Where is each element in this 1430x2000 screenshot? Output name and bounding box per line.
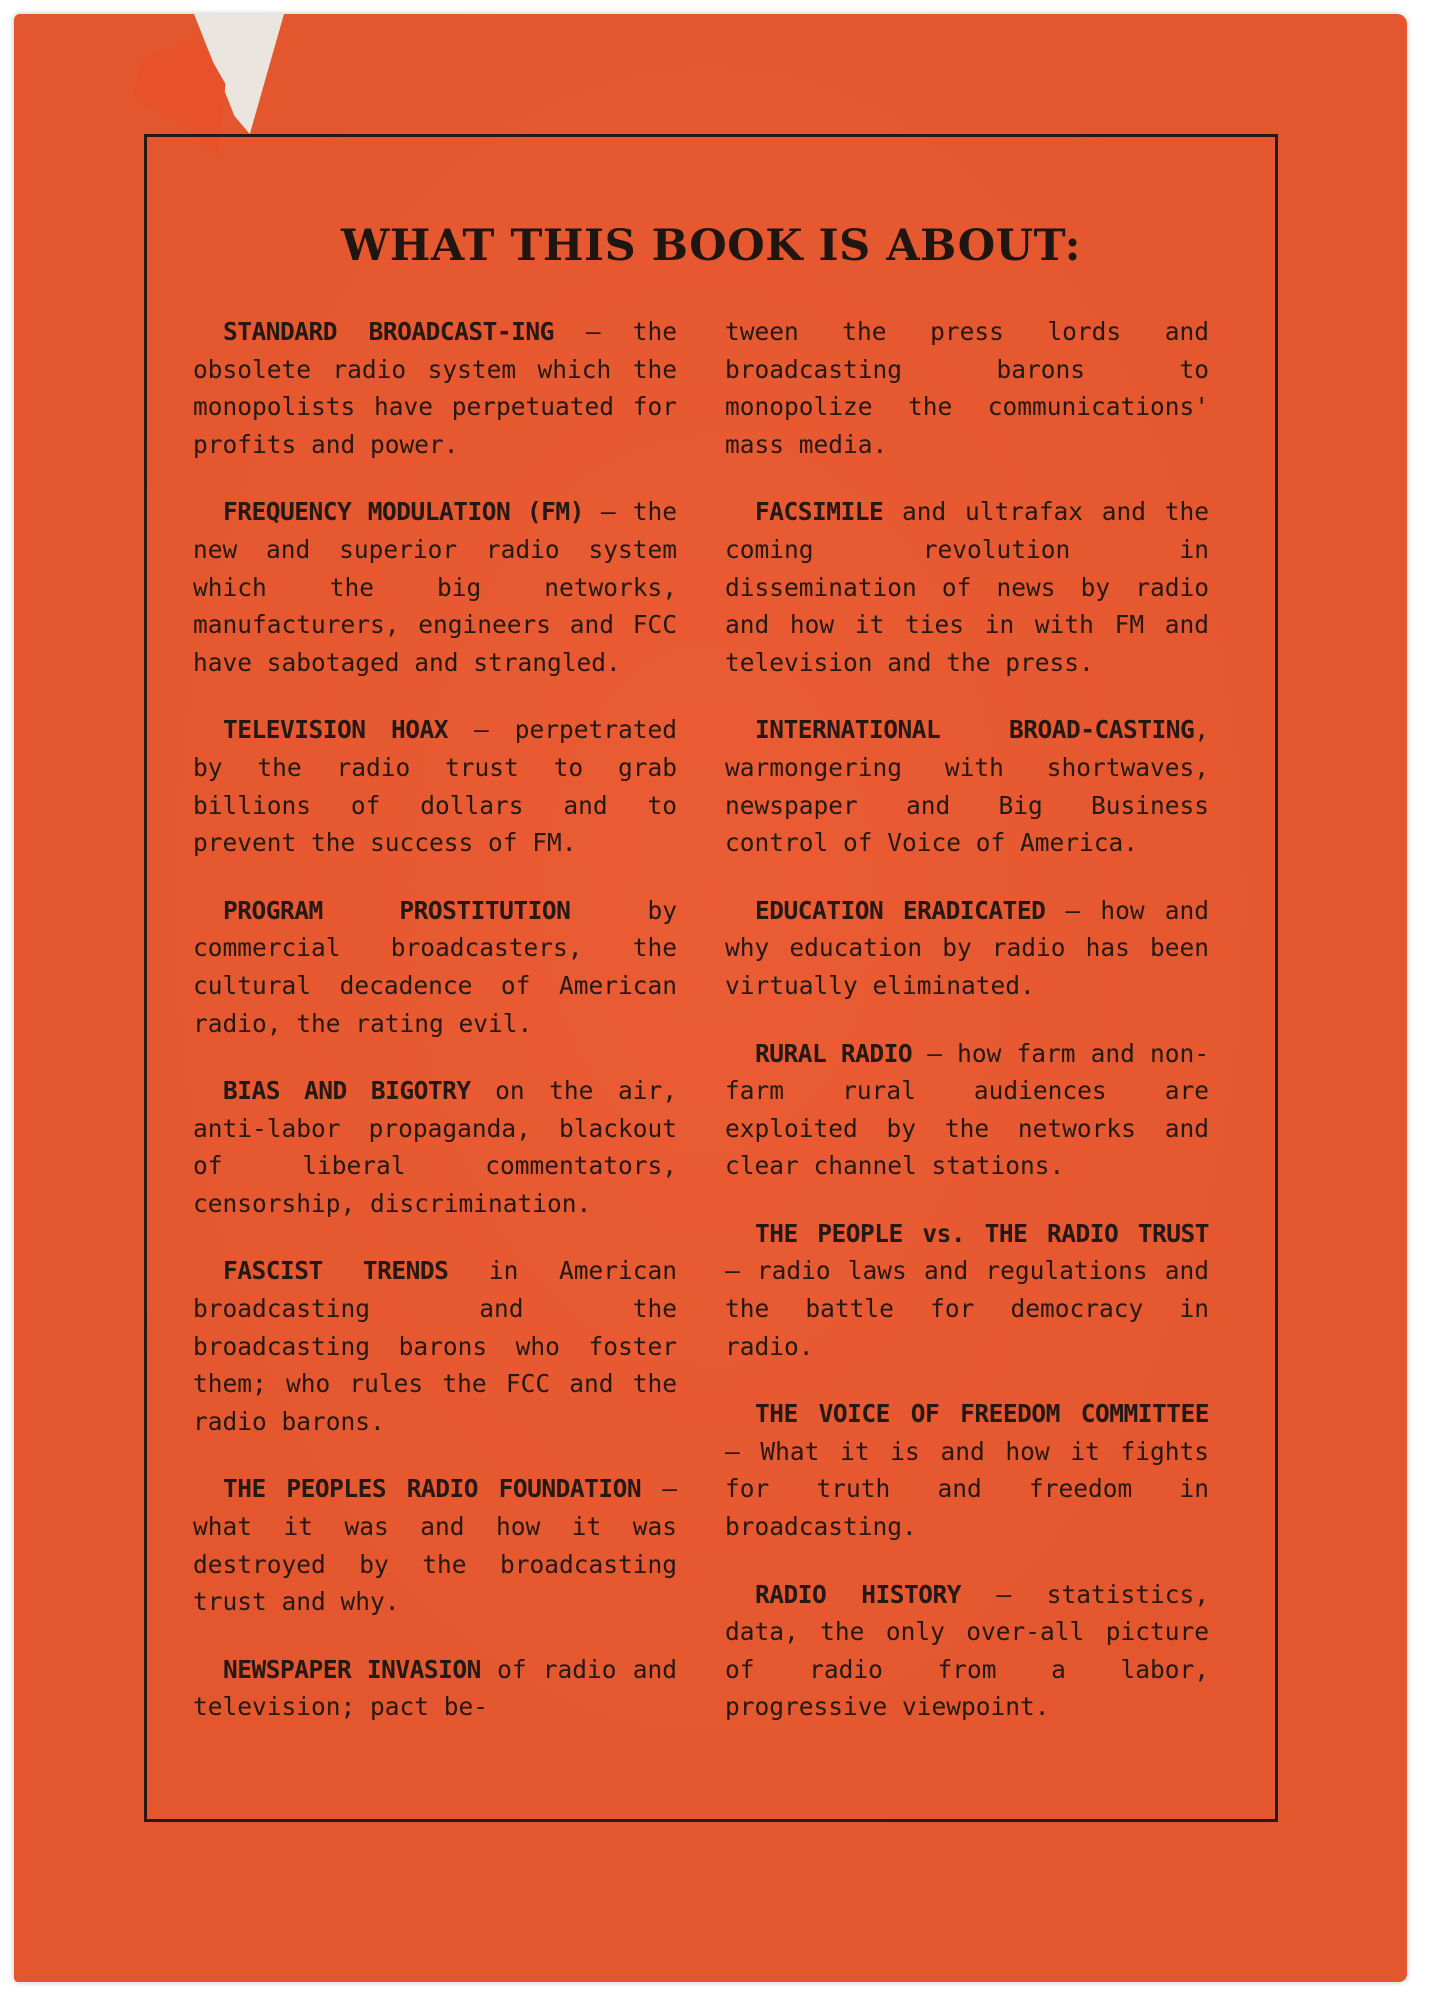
- topic-description: — how and why education by radio has been virtually eliminated.: [725, 895, 1209, 1000]
- right-column: [725, 313, 1209, 1756]
- topic-heading: THE VOICE OF FREEDOM COMMITTEE: [755, 1399, 1209, 1429]
- topic-entry: [193, 892, 677, 1042]
- topic-description: — radio laws and regulations and the battle for democracy in radio.: [725, 1256, 1209, 1361]
- topic-entry: [725, 1395, 1209, 1545]
- topic-heading: BIAS AND BIGOTRY: [223, 1076, 471, 1106]
- topic-heading: FREQUENCY MODULATION (FM): [223, 497, 584, 527]
- topic-heading: FASCIST TRENDS: [223, 1256, 449, 1286]
- topic-entry: [725, 892, 1209, 1005]
- topic-description: , warmongering with shortwaves, newspaper and Big Business control of Voice of America.: [725, 715, 1209, 858]
- topic-entry: [193, 1651, 677, 1726]
- topic-heading: RURAL RADIO: [755, 1038, 913, 1068]
- topic-description: — how farm and non-farm rural audiences are exploited by the networks and clear channel stations.: [725, 1038, 1209, 1181]
- topic-description: by commercial broadcasters, the cultural decadence of American radio, the rating evil.: [193, 895, 677, 1038]
- topic-description: — what it was and how it was destroyed by the broadcasting trust and why.: [193, 1474, 677, 1617]
- topic-description: — statistics, data, the only over-all picture of radio from a labor, progressive viewpoint.: [725, 1579, 1209, 1722]
- topic-description: in American broadcasting and the broadcasting barons who foster them; who rules the FCC and the radio barons.: [193, 1256, 677, 1436]
- topic-entry: [193, 1470, 677, 1620]
- topic-entry: [193, 493, 677, 681]
- book-back-cover: [14, 14, 1407, 1982]
- topic-heading: TELEVISION HOAX: [223, 715, 448, 745]
- topic-description: — the obsolete radio system which the monopolists have perpetuated for profits and power.: [193, 317, 677, 459]
- topic-description: of radio and television; pact be-: [193, 1654, 677, 1722]
- topic-heading: INTERNATIONAL BROAD-CASTING: [755, 715, 1195, 745]
- topic-description: — the new and superior radio system which the big networks, manufacturers, engineers and FCC have sabotaged and strangled.: [193, 497, 677, 677]
- content-frame: [144, 134, 1278, 1822]
- topic-continuation: tween the press lords and broadcasting barons to monopolize the communications' mass media.: [725, 317, 1209, 459]
- topic-entry: [193, 1252, 677, 1440]
- topic-entry: [725, 493, 1209, 681]
- topic-description: — What it is and how it fights for truth and freedom in broadcasting.: [725, 1436, 1209, 1542]
- topic-heading: THE PEOPLES RADIO FOUNDATION: [223, 1474, 642, 1504]
- topic-heading: RADIO HISTORY: [755, 1579, 961, 1609]
- topic-entry: [193, 1072, 677, 1222]
- topic-heading: NEWSPAPER INVASION: [223, 1654, 481, 1684]
- topic-entry: [193, 313, 677, 463]
- topic-description: — perpetrated by the radio trust to grab billions of dollars and to prevent the success of FM.: [193, 715, 677, 858]
- page-title: WHAT THIS BOOK IS ABOUT:: [341, 221, 1081, 271]
- topic-description: on the air, anti-labor propaganda, blackout of liberal commentators, censorship, discrimination.: [193, 1076, 677, 1218]
- topic-heading: EDUCATION ERADICATED: [755, 895, 1046, 925]
- topic-heading: PROGRAM PROSTITUTION: [223, 895, 571, 925]
- topic-description: and ultrafax and the coming revolution in dissemination of news by radio and how it ties in with FM and television and the press.: [725, 497, 1209, 677]
- topic-heading: THE PEOPLE vs. THE RADIO TRUST: [755, 1218, 1209, 1248]
- topic-entry: [725, 711, 1209, 861]
- topic-entry: [725, 1215, 1209, 1365]
- topic-heading: FACSIMILE: [755, 497, 884, 527]
- topic-entry: [193, 711, 677, 861]
- left-column: [193, 313, 677, 1756]
- topic-entry: [725, 1576, 1209, 1726]
- topic-entry: [725, 1035, 1209, 1185]
- topic-heading: STANDARD BROADCAST-ING: [223, 317, 554, 346]
